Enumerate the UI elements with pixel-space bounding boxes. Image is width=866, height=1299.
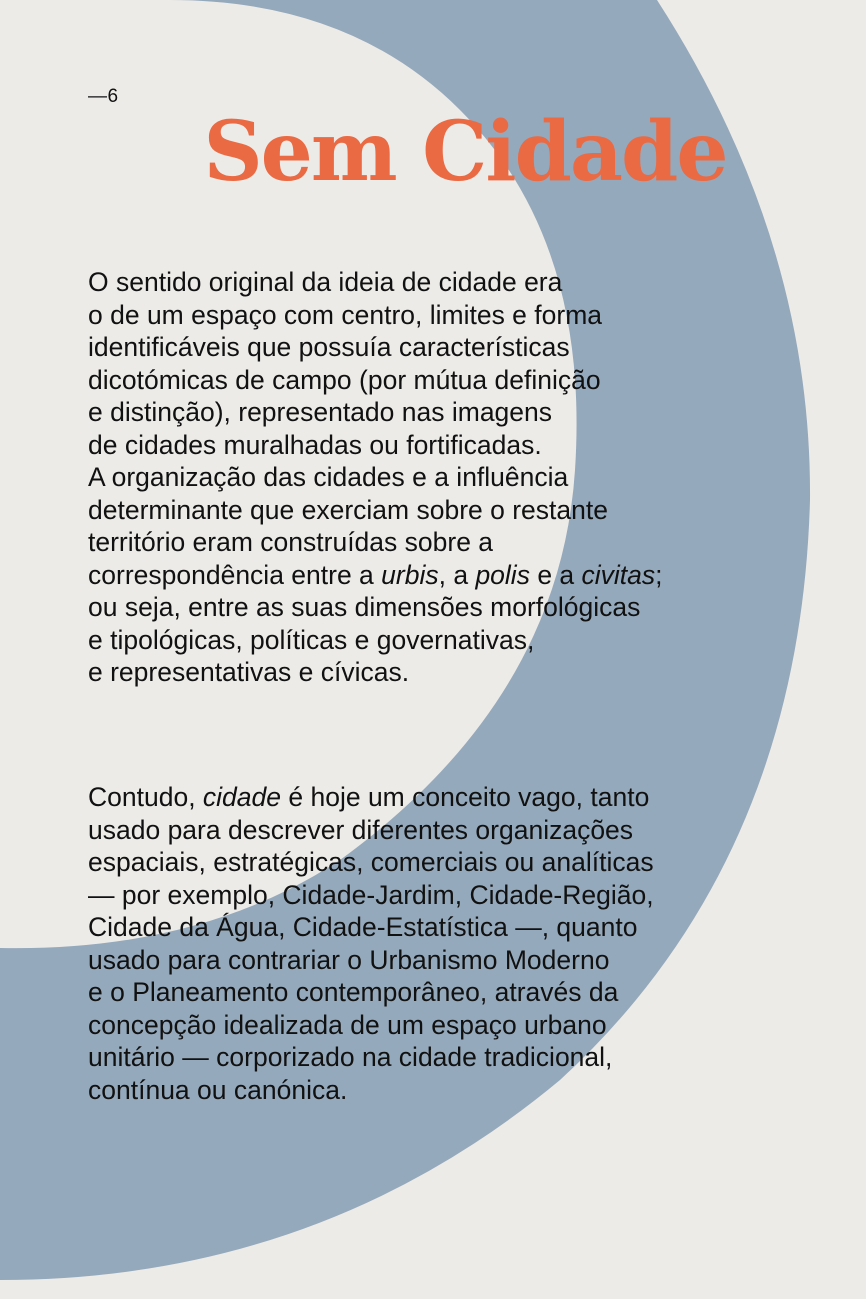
text-line: unitário — corporizado na cidade tradicional, [88, 1042, 613, 1072]
text-line [88, 781, 788, 814]
text-line: e o Planeamento contemporâneo, através da [88, 977, 619, 1007]
italic-term-polis: polis [475, 559, 530, 590]
text-line: concepção idealizada de um espaço urbano [88, 1009, 607, 1040]
italic-term-cidade: cidade [202, 782, 282, 812]
paragraph-2 [88, 781, 788, 1106]
text-line: determinante que exerciam sobre o restante [88, 494, 608, 525]
text-line: A organização das cidades e a influência [88, 462, 569, 492]
text-line: território eram construídas sobre a [88, 527, 494, 557]
text-segment: e a [529, 559, 582, 590]
page-title: Sem Cidade [203, 104, 727, 200]
text-line: dicotómicas de campo (por mútua definição [88, 364, 601, 395]
text-line: Cidade da Água, Cidade-Estatística —, quanto [88, 912, 638, 942]
page-number: —6 [88, 86, 119, 107]
paragraph-1 [88, 266, 788, 689]
italic-term-urbis: urbis [381, 559, 439, 590]
text-line: de cidades muralhadas ou fortificadas. [88, 429, 542, 460]
text-line: e tipológicas, políticas e governativas, [88, 624, 535, 655]
italic-term-civitas: civitas [581, 559, 656, 590]
text-line [88, 559, 788, 592]
text-line: espaciais, estratégicas, comerciais ou analíticas [88, 847, 654, 877]
text-line: contínua ou canónica. [88, 1074, 348, 1105]
text-segment: Contudo, [88, 782, 203, 812]
text-line: O sentido original da ideia de cidade era [88, 267, 563, 297]
text-line: usado para contrariar o Urbanismo Moderno [88, 944, 610, 975]
text-line: usado para descrever diferentes organizações [88, 814, 634, 845]
text-segment: é hoje um conceito vago, tanto [281, 782, 650, 812]
text-segment: ; [655, 559, 663, 590]
text-line: ou seja, entre as suas dimensões morfológicas [88, 592, 641, 622]
text-line: identificáveis que possuía características [88, 332, 570, 362]
text-line: o de um espaço com centro, limites e forma [88, 299, 603, 330]
text-line: e representativas e cívicas. [88, 657, 410, 687]
text-segment: , a [438, 559, 476, 590]
text-line: — por exemplo, Cidade-Jardim, Cidade-Região, [88, 879, 654, 910]
text-segment: correspondência entre a [88, 559, 382, 590]
text-line: e distinção), representado nas imagens [88, 397, 553, 427]
